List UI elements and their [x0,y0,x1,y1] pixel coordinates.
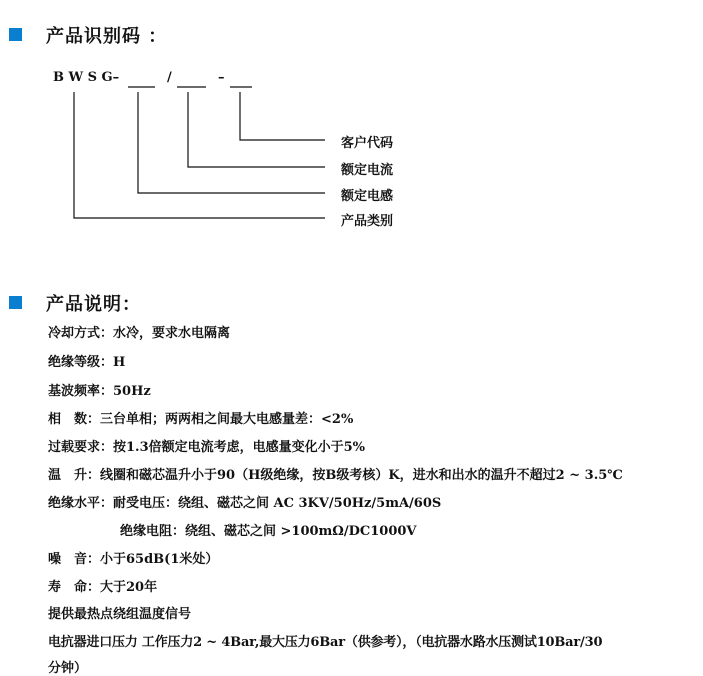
code-separator-dash: – [218,70,225,85]
spec-line-insulation-class: 绝缘等级：H [48,355,126,370]
spec-line-overload: 过载要求：按1.3倍额定电流考虑，电感量变化小于5% [48,440,366,455]
spec-line-cooling: 冷却方式：水冷，要求水电隔离 [48,326,231,341]
code-separator-slash: / [167,70,172,85]
spec-line-noise: 噪 音：小于65dB(1米处） [48,552,219,567]
spec-line-temperature-rise: 温 升：线圈和磁芯温升小于90（H级绝缘，按B级考核）K，进水和出水的温升不超过2 ~ 3.5℃ [48,468,623,483]
label-customer-code: 客户代码 [341,136,394,151]
spec-line-insulation-resistance: 绝缘电阻：绕组、磁芯之间 >100mΩ/DC1000V [120,524,417,539]
identification-code-diagram [0,0,703,240]
spec-line-inlet-pressure: 电抗器进口压力 工作压力2 ~ 4Bar,最大压力6Bar（供参考），（电抗器水路水压测试10Bar/30 [48,635,603,650]
label-rated-inductance: 额定电感 [341,189,394,204]
spec-line-withstand-voltage: 绝缘水平：耐受电压：绕组、磁芯之间 AC 3KV/50Hz/5mA/60S [48,496,442,511]
spec-line-frequency: 基波频率：50Hz [48,384,151,399]
spec-line-phases: 相 数：三台单相；两两相之间最大电感量差：<2% [48,412,354,427]
label-rated-current: 额定电流 [341,163,394,178]
label-product-category: 产品类别 [341,214,394,229]
spec-line-temperature-signal: 提供最热点绕组温度信号 [48,607,192,622]
spec-line-lifetime: 寿 命：大于20年 [48,580,158,595]
section-title-identification-code: 产品识别码 ： [46,26,168,47]
code-prefix: B W S G– [53,70,120,85]
section-bullet-icon [9,296,22,309]
section-title-product-description: 产品说明： [46,294,141,315]
spec-line-inlet-pressure-cont: 分钟） [48,661,88,676]
